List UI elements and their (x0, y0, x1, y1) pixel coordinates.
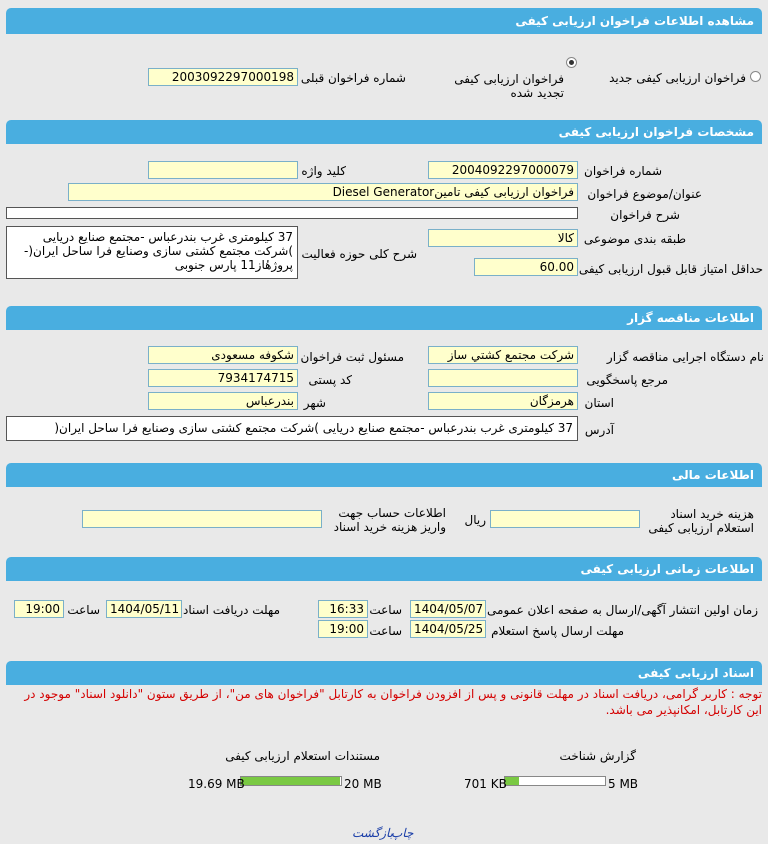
activity-label: شرح کلی حوزه فعالیت (301, 247, 417, 261)
print-link[interactable]: چاپ (391, 826, 414, 840)
specs-header: مشخصات فراخوان ارزیابی کیفی (6, 120, 762, 144)
finance-header: اطلاعات مالی (6, 463, 762, 487)
publish-time-label: ساعت (369, 603, 402, 617)
page-title: مشاهده اطلاعات فراخوان ارزیابی کیفی (6, 8, 762, 34)
documents-note: توجه : کاربر گرامی، دریافت اسناد در مهلت قانونی و پس از افزودن فراخوان به کارتابل "فراخوان های من"، از طریق ستون "دانلود اسناد" موجود در این کارتابل، امکانپذیر می باشد. (24, 687, 762, 717)
subject-field[interactable]: فراخوان ارزیابی کیفی تامینDiesel Generator (68, 183, 578, 201)
category-field[interactable]: کالا (428, 229, 578, 247)
reply-time-field[interactable]: 19:00 (318, 620, 368, 638)
back-link[interactable]: بازگشت (352, 826, 393, 840)
report-progress-fill (505, 777, 519, 785)
address-label: آدرس (584, 423, 614, 437)
address-box: 37 کیلومتری غرب بندرعباس -مجتمع صنایع دریایی )شرکت مجتمع کشتی سازی وصنایع فرا ساحل ایران( (6, 416, 578, 441)
receive-label: مهلت دریافت اسناد (182, 603, 280, 617)
inquiry-max: 20 MB (344, 777, 382, 791)
account-label: اطلاعات حساب جهت واریز هزینه خرید اسناد (333, 506, 446, 534)
subject-label: عنوان/موضوع فراخوان (587, 187, 702, 201)
org-name-field[interactable]: شرکت مجتمع کشتي ساز (428, 346, 578, 364)
province-label: استان (584, 396, 614, 410)
receive-date-field[interactable]: 1404/05/11 (106, 600, 182, 618)
registrar-field[interactable]: شکوفه مسعودی (148, 346, 298, 364)
number-field[interactable]: 2004092297000079 (428, 161, 578, 179)
cost-label: هزینه خرید اسناد استعلام ارزیابی کیفی (648, 507, 754, 535)
description-label: شرح فراخوان (610, 208, 680, 222)
radio-new-label: فراخوان ارزیابی کیفی جدید (609, 71, 746, 85)
reply-date-field[interactable]: 1404/05/25 (410, 620, 486, 638)
inquiry-used: 19.69 MB (188, 777, 245, 791)
keyword-field[interactable] (148, 161, 298, 179)
activity-box: 37 کیلومتری غرب بندرعباس -مجتمع صنایع دریایی )شرکت مجتمع کشتی سازی وصنایع فرا ساحل ایران(- پروژهٔاز11 پارس جنوبی (6, 226, 298, 279)
documents-header: اسناد ارزیابی کیفی (6, 661, 762, 685)
report-used: 701 KB (464, 777, 507, 791)
min-score-field[interactable]: 60.00 (474, 258, 578, 276)
report-label: گزارش شناخت (559, 749, 636, 763)
organizer-header: اطلاعات مناقصه گزار (6, 306, 762, 330)
radio-renewed[interactable] (566, 57, 577, 68)
report-progress (504, 776, 606, 786)
receive-time-field[interactable]: 19:00 (14, 600, 64, 618)
registrar-label: مسئول ثبت فراخوان (300, 350, 404, 364)
prev-number-label: شماره فراخوان قبلی (300, 71, 406, 85)
category-label: طبقه بندی موضوعی (583, 232, 686, 246)
postal-field[interactable]: 7934174715 (148, 369, 298, 387)
publish-time-field[interactable]: 16:33 (318, 600, 368, 618)
ref-label: مرجع پاسخگویی (586, 373, 668, 387)
receive-time-label: ساعت (67, 603, 100, 617)
city-label: شهر (303, 396, 326, 410)
prev-number-field[interactable]: 2003092297000198 (148, 68, 298, 86)
description-field[interactable] (6, 207, 578, 219)
org-name-label: نام دستگاه اجرایی مناقصه گزار (606, 350, 764, 364)
ref-field[interactable] (428, 369, 578, 387)
timing-header: اطلاعات زمانی ارزیابی کیفی (6, 557, 762, 581)
postal-label: کد پستی (308, 373, 352, 387)
publish-label: زمان اولین انتشار آگهی/ارسال به صفحه اعلان عمومی (487, 603, 758, 617)
report-max: 5 MB (608, 777, 639, 791)
inquiry-label: مستندات استعلام ارزیابی کیفی (225, 749, 380, 763)
inquiry-progress (240, 776, 342, 786)
publish-date-field[interactable]: 1404/05/07 (410, 600, 486, 618)
province-field[interactable]: هرمزگان (428, 392, 578, 410)
cost-field[interactable] (490, 510, 640, 528)
min-score-label: حداقل امتیاز قابل قبول ارزیابی کیفی (578, 262, 763, 276)
inquiry-progress-fill (241, 777, 340, 785)
number-label: شماره فراخوان (584, 164, 662, 178)
keyword-label: کلید واژه (301, 164, 346, 178)
city-field[interactable]: بندرعباس (148, 392, 298, 410)
currency-label: ریال (464, 513, 486, 527)
radio-new[interactable] (750, 71, 761, 82)
radio-renewed-label: فراخوان ارزیابی کیفی تجدید شده (454, 72, 564, 100)
account-field[interactable] (82, 510, 322, 528)
reply-label: مهلت ارسال پاسخ استعلام (491, 624, 624, 638)
reply-time-label: ساعت (369, 624, 402, 638)
